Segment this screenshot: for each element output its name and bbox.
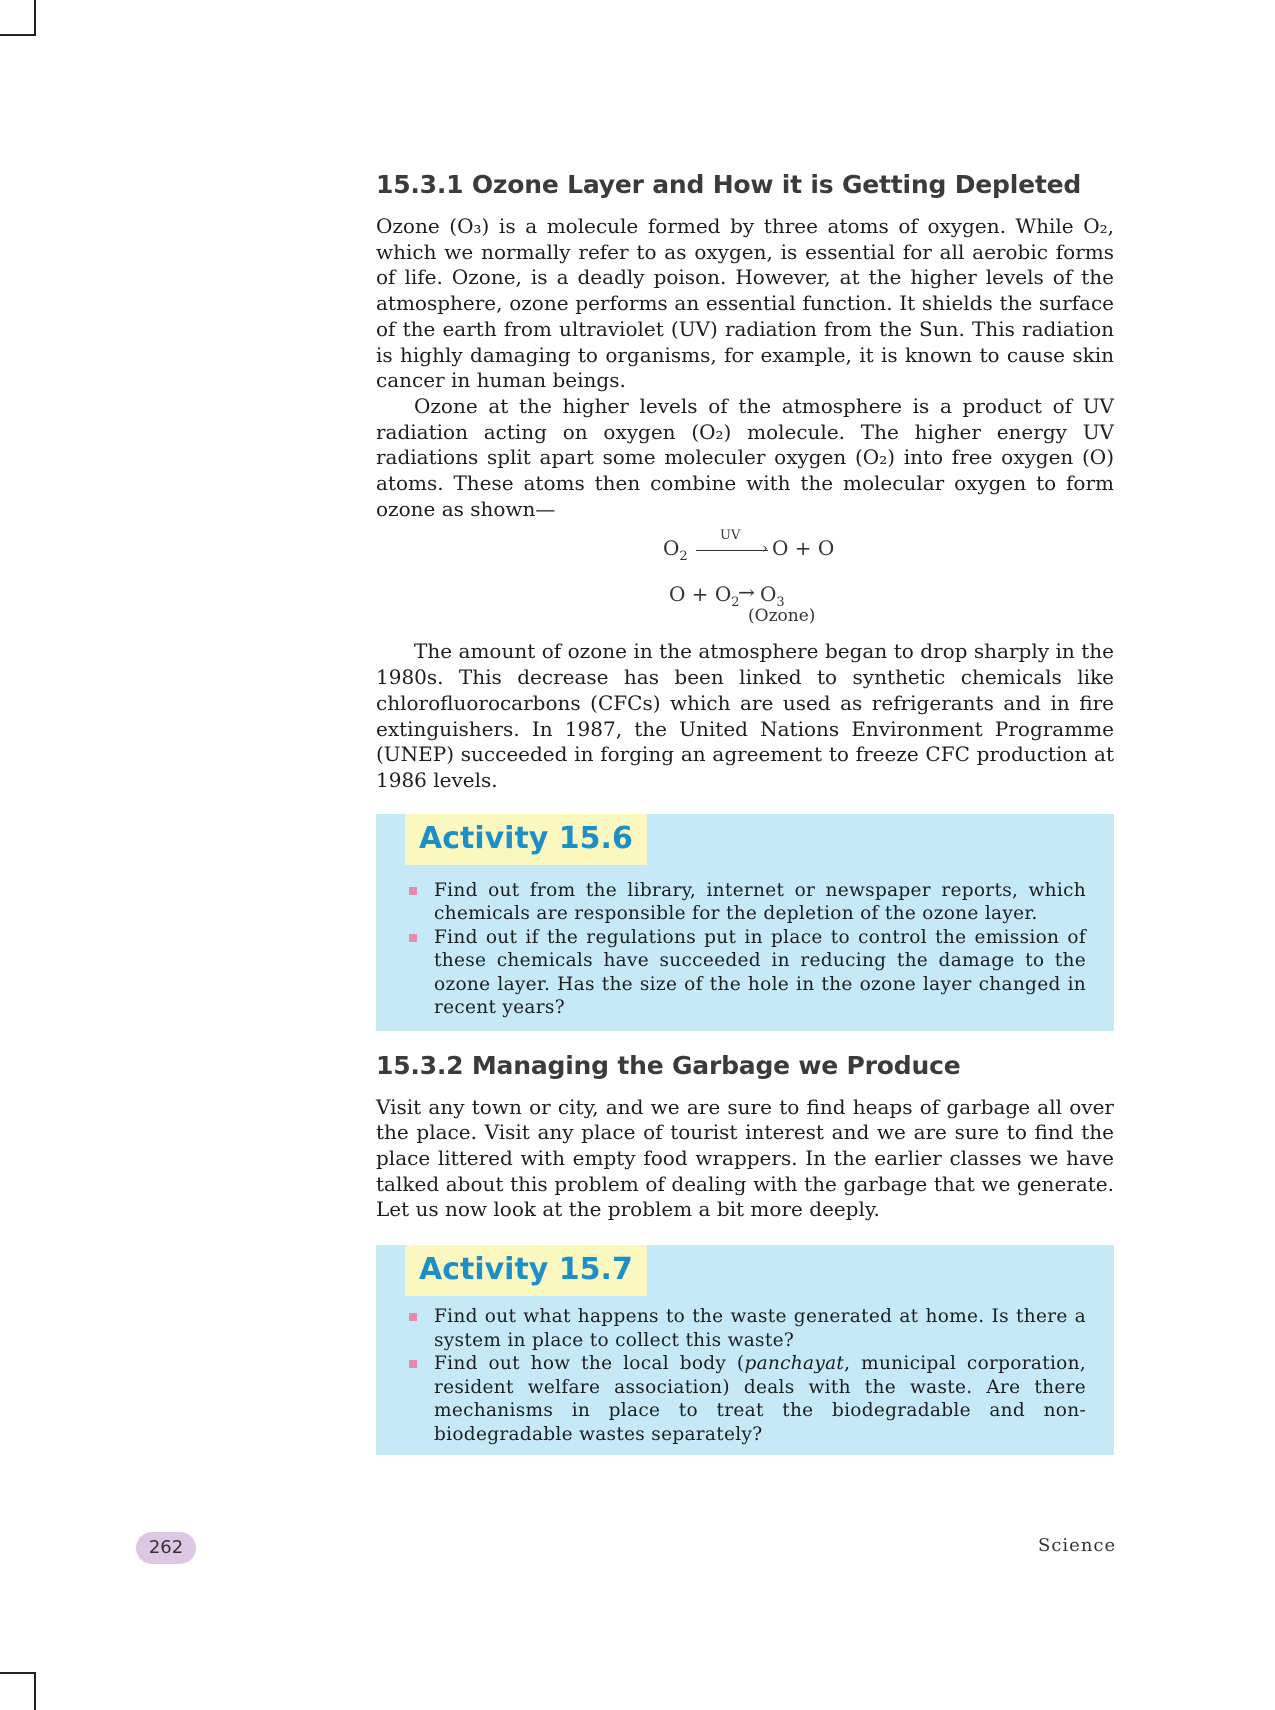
equation-1-right: O + O bbox=[772, 536, 835, 561]
list-item: Find out if the regulations put in place to control the emission of these chemicals have succeeded in reducing the damage to the ozone layer. Has the size of the hole in the ozone layer changed in recent years? bbox=[406, 926, 1086, 1020]
list-item: Find out what happens to the waste generated at home. Is there a system in place to collect this waste? bbox=[406, 1305, 1086, 1352]
paragraph-ozone-intro: Ozone (O₃) is a molecule formed by three atoms of oxygen. While O₂, which we normally refer to as oxygen, is essential for all aerobic forms of life. Ozone, is a deadly poison. However, at the higher levels of the atmosphere, ozone performs an essential function. It shields the surface of the earth from ultraviolet (UV) radiation from the Sun. This radiation is highly damaging to organisms, for example, it is known to cause skin cancer in human beings. bbox=[376, 214, 1114, 393]
list-item: Find out how the local body (panchayat, municipal corporation, resident welfare association) deals with the waste. Are there mechanisms in place to treat the biodegradable and non-biodegradable wastes separately? bbox=[406, 1352, 1086, 1446]
ozone-equations bbox=[376, 522, 1114, 627]
square-bullet-icon bbox=[409, 1360, 417, 1368]
activity-title: Activity 15.6 bbox=[405, 814, 647, 865]
section-heading-garbage: 15.3.2 Managing the Garbage we Produce bbox=[376, 1050, 961, 1080]
footer-subject: Science bbox=[1038, 1535, 1117, 1556]
square-bullet-icon bbox=[409, 887, 417, 895]
activity-list bbox=[406, 1305, 1086, 1446]
crop-mark-bottom bbox=[0, 1672, 36, 1674]
square-bullet-icon bbox=[409, 1313, 417, 1321]
equation-2-left: $O + O_2$ bbox=[669, 582, 740, 611]
list-item: Find out from the library, internet or newspaper reports, which chemicals are responsible for the depletion of the ozone layer. bbox=[406, 879, 1086, 926]
equation-1-arrow bbox=[696, 550, 768, 551]
crop-mark-bottom bbox=[34, 1672, 36, 1710]
equation-2-right: $O_3$ bbox=[760, 582, 785, 611]
crop-mark-top bbox=[34, 0, 36, 36]
section-heading-ozone: 15.3.1 Ozone Layer and How it is Getting Depleted bbox=[376, 170, 1082, 199]
equation-2-note: (Ozone) bbox=[748, 606, 816, 627]
arrow-head-icon: › bbox=[762, 539, 768, 558]
activity-box-15-6 bbox=[376, 814, 1114, 1031]
equation-2-arrow-icon: → bbox=[738, 580, 755, 605]
paragraph-ozone-formation: Ozone at the higher levels of the atmosphere is a product of UV radiation acting on oxygen (O₂) molecule. The higher energy UV radiations split apart some moleculer oxygen (O₂) into free oxygen (O) atoms. These atoms then combine with the molecular oxygen to form ozone as shown— bbox=[376, 393, 1114, 521]
paragraph-ozone-decline: The amount of ozone in the atmosphere began to drop sharply in the 1980s. This decrease has been linked to synthetic chemicals like chlorofluorocarbons (CFCs) which are used as refrigerants and in fire extinguishers. In 1987, the United Nations Environment Programme (UNEP) succeeded in forging an agreement to freeze CFC production at 1986 levels. bbox=[376, 639, 1114, 792]
paragraph-garbage: Visit any town or city, and we are sure to find heaps of garbage all over the place. Visit any place of tourist interest and we are sure to find the place littered with empty food wrappers. In the earlier classes we have talked about this problem of dealing with the garbage that we generate. Let us now look at the problem a bit more deeply. bbox=[376, 1094, 1114, 1222]
square-bullet-icon bbox=[409, 934, 417, 942]
activity-list bbox=[406, 879, 1086, 1020]
activity-box-15-7 bbox=[376, 1245, 1114, 1455]
crop-mark-top bbox=[0, 34, 36, 36]
page-number: 262 bbox=[136, 1532, 196, 1564]
activity-title: Activity 15.7 bbox=[405, 1245, 647, 1296]
equation-1-left: $O_2$ bbox=[663, 536, 688, 565]
page-content bbox=[376, 170, 1114, 1455]
equation-1-condition: UV bbox=[720, 528, 741, 544]
